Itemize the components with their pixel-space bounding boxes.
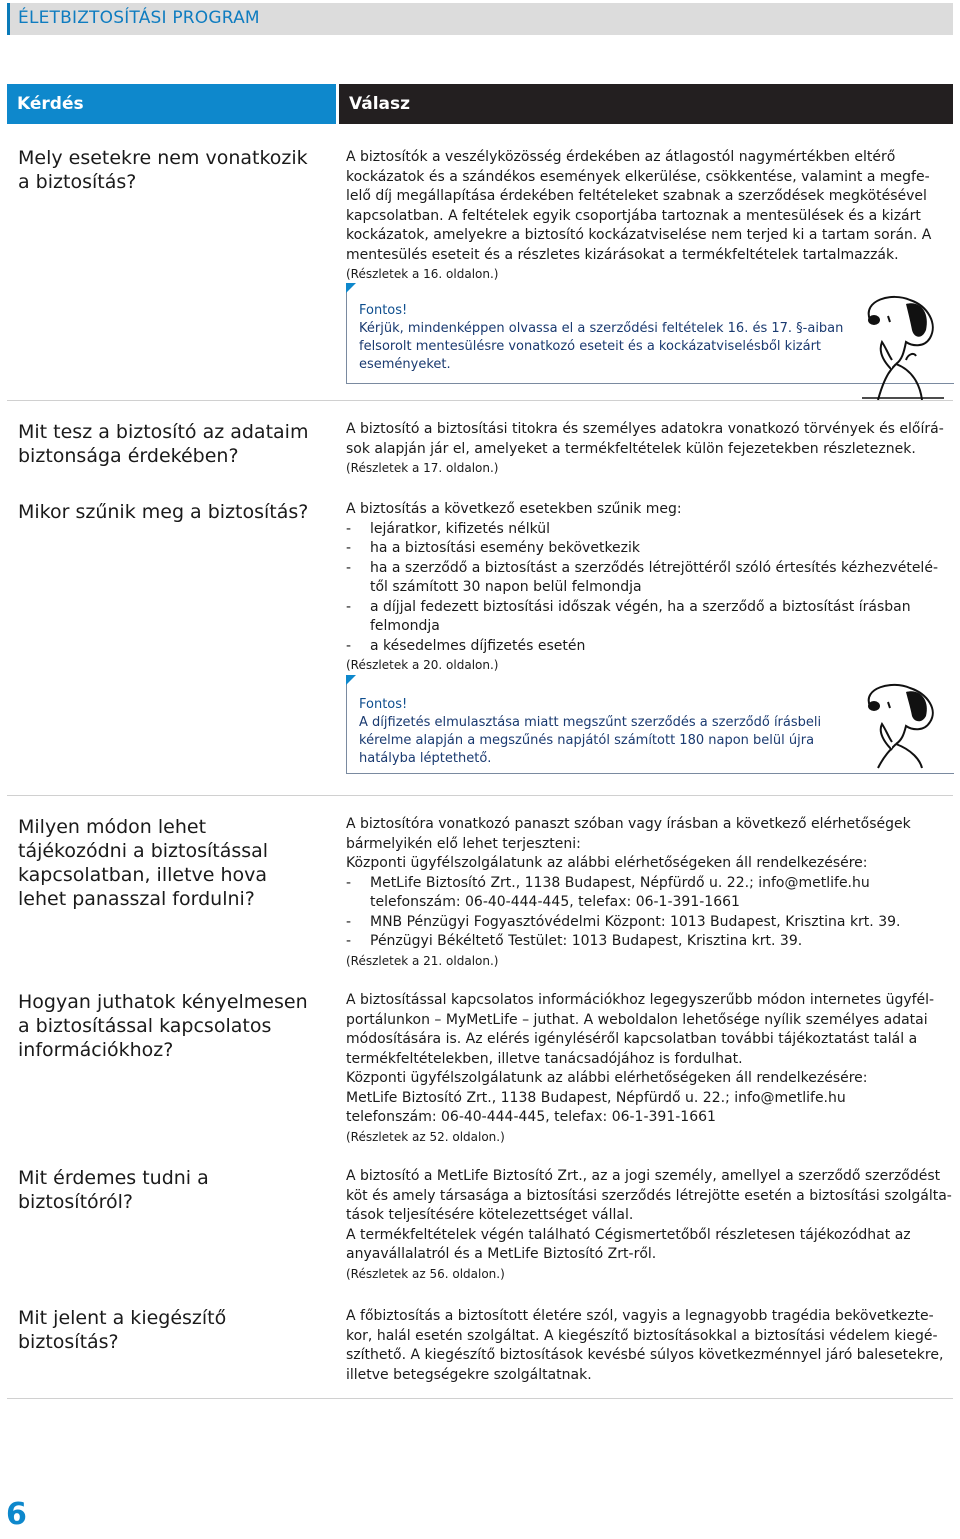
- list-item-continuation: től számított 30 napon belül felmondja: [370, 579, 642, 595]
- answer-line: módosítására is. Az elérés igényléséről kapcsolatban további tájékoztatást talál a: [346, 1031, 918, 1047]
- list-item-text: ha a biztosítási esemény bekövetkezik: [370, 540, 641, 556]
- answer-line: köt és amely társasága a biztosítási szerződés létrejötte esetén a biztosítási szolgálta-: [346, 1187, 952, 1204]
- dash-marker: -: [346, 637, 352, 654]
- notice-line: A díjfizetés elmulasztása miatt megszűnt szerződés a szerződő írásbeli: [359, 715, 822, 730]
- page-reference: (Részletek a 17. oldalon.): [346, 461, 499, 475]
- notice-line: Kérjük, mindenképpen olvassa el a szerződési feltételek 16. és 17. §-aiban: [359, 321, 844, 336]
- notice-text: [359, 320, 843, 374]
- answer-line: termékfeltételekben, illetve tanácsadójához is fordulhat.: [346, 1050, 743, 1067]
- list-item-text: Pénzügyi Békéltető Testület: 1013 Budapest, Krisztina krt. 39.: [370, 933, 803, 949]
- dash-marker: -: [346, 520, 352, 537]
- list-item: [346, 559, 942, 579]
- question-supplementary-insurance: [18, 1306, 328, 1354]
- answer-intro: A biztosítás a következő esetekben szűnik meg:: [346, 501, 682, 517]
- question-line: a biztosítással kapcsolatos: [18, 1015, 272, 1037]
- page-reference: (Részletek a 21. oldalon.): [346, 953, 499, 968]
- answer-exclusions: [346, 148, 942, 285]
- answer-termination: [346, 500, 942, 676]
- question-data-security: [18, 420, 328, 468]
- dash-marker: -: [346, 913, 352, 930]
- answer-line: szíthető. A kiegészítő biztosítások kevésbé súlyos következménnyel járó balesetekre,: [346, 1347, 944, 1363]
- page-number: 6: [6, 1497, 27, 1532]
- dash-marker: -: [346, 540, 352, 556]
- dash-marker: -: [346, 559, 352, 576]
- question-exclusions: [18, 146, 328, 194]
- question-line: Mely esetekre nem vonatkozik: [18, 147, 308, 169]
- answer-line: A biztosítással kapcsolatos információkhoz legegyszerűbb módon internetes ügyfél-: [346, 992, 935, 1008]
- question-line: Mit tesz a biztosító az adataim: [18, 421, 309, 443]
- answer-line: kockázatok, amelyekre a biztosító kockázatviselése nem terjed ki a tartam során. A: [346, 227, 932, 243]
- section-divider: [7, 400, 953, 401]
- answer-data-security: [346, 420, 942, 479]
- answer-line: lelő díj megállapítása érdekében feltételeket szabnak a szerződések megkötésével: [346, 188, 927, 204]
- dash-marker: -: [346, 598, 352, 615]
- question-line: Mikor szűnik meg a biztosítás?: [18, 501, 309, 523]
- question-line: tájékozódni a biztosítással: [18, 840, 269, 862]
- list-item: [346, 637, 942, 657]
- answer-line: tások teljesítésére kötelezettséget vállal.: [346, 1207, 634, 1223]
- list-item-continuation: telefonszám: 06-40-444-445, telefax: 06-1-391-1661: [370, 894, 740, 910]
- question-line: biztosítás?: [18, 1331, 119, 1353]
- list-item: [346, 913, 942, 933]
- answer-line: bármelyikén elő lehet terjeszteni:: [346, 835, 581, 852]
- list-item: [346, 932, 942, 952]
- answer-column-header: [339, 84, 953, 124]
- question-line: Milyen módon lehet: [18, 816, 207, 838]
- answer-line: kor, halál esetén szolgáltat. A kiegészítő biztosításokkal a biztosítási védelem kiegé-: [346, 1327, 938, 1344]
- question-line: biztonsága érdekében?: [18, 445, 239, 467]
- section-divider: [7, 795, 953, 796]
- question-line: Mit jelent a kiegészítő: [18, 1307, 227, 1329]
- answer-line: A biztosítók a veszélyközösség érdekében az átlagostól nagymértékben eltérő: [346, 149, 896, 165]
- question-line: Hogyan juthatok kényelmesen: [18, 991, 308, 1013]
- answer-line: A termékfeltételek végén található Cégismertetőből részletesen tájékozódhat az: [346, 1226, 911, 1243]
- page-reference: (Részletek a 16. oldalon.): [346, 267, 499, 281]
- dash-marker: -: [346, 933, 352, 949]
- answer-line: A biztosító a MetLife Biztosító Zrt., az a jogi személy, amellyel a szerződő szerződést: [346, 1168, 941, 1184]
- dash-marker: -: [346, 874, 352, 891]
- snoopy-illustration-icon: [832, 290, 950, 402]
- question-line: biztosítóról?: [18, 1191, 134, 1213]
- question-line: lehet panasszal fordulni?: [18, 888, 255, 910]
- question-line: a biztosítás?: [18, 171, 137, 193]
- list-item-text: lejáratkor, kifizetés nélkül: [370, 520, 551, 537]
- question-about-insurer: [18, 1166, 328, 1214]
- list-item-text: ha a szerződő a biztosítást a szerződés létrejöttéről szóló értesítés kézhezvételé-: [370, 559, 938, 576]
- question-line: Mit érdemes tudni a: [18, 1167, 209, 1189]
- answer-line: Központi ügyfélszolgálatunk az alábbi elérhetőségeken áll rendelkezésére:: [346, 1070, 868, 1086]
- answer-line: telefonszám: 06-40-444-445, telefax: 06-1-391-1661: [346, 1109, 716, 1125]
- answer-line: anyavállalatról és a MetLife Biztosító Zrt-ről.: [346, 1246, 657, 1262]
- notice-title: Fontos!: [359, 697, 408, 712]
- notice-line: felsorolt mentesülésre vonatkozó eseteit és a kockázatviselésből kizárt: [359, 339, 822, 354]
- list-item-text: MetLife Biztosító Zrt., 1138 Budapest, Népfürdő u. 22.; info@metlife.hu: [370, 874, 870, 891]
- answer-header-label: Válasz: [349, 94, 411, 114]
- program-title: ÉLETBIZTOSÍTÁSI PROGRAM: [18, 8, 260, 28]
- answer-line: sok alapján jár el, amelyeket a termékfeltételek külön fejezetekben részleteznek.: [346, 440, 916, 457]
- question-termination: [18, 500, 328, 524]
- answer-line: A biztosítóra vonatkozó panaszt szóban vagy írásban a következő elérhetőségek: [346, 816, 911, 832]
- answer-line: A főbiztosítás a biztosított életére szól, vagyis a legnagyobb tragédia bekövetkezte-: [346, 1308, 934, 1324]
- list-item-text: a díjjal fedezett biztosítási időszak végén, ha a szerződő a biztosítást írásban: [370, 598, 911, 615]
- page-reference: (Részletek a 20. oldalon.): [346, 658, 499, 672]
- program-title-bar: [7, 3, 953, 35]
- page-reference: (Részletek az 52. oldalon.): [346, 1129, 505, 1144]
- answer-line: illetve betegségekre szolgáltatnak.: [346, 1366, 592, 1383]
- list-item: [346, 598, 942, 618]
- notice-corner-marker: [346, 675, 356, 685]
- question-complaints: [18, 815, 328, 911]
- page-reference: (Részletek az 56. oldalon.): [346, 1266, 505, 1281]
- answer-line: kapcsolatban. A feltételek egyik csoportjába tartoznak a mentesülések és a kizárt: [346, 207, 921, 224]
- notice-line: hatályba léptethető.: [359, 751, 492, 766]
- list-item-continuation: felmondja: [370, 618, 440, 634]
- list-item: [346, 520, 942, 540]
- question-column-header: [7, 84, 336, 124]
- notice-corner-marker: [346, 283, 356, 293]
- answer-information-access: [346, 991, 942, 1147]
- list-item: [346, 539, 942, 559]
- notice-line: kérelme alapján a megszűnés napjától számított 180 napon belül újra: [359, 733, 815, 748]
- notice-title: Fontos!: [359, 303, 408, 318]
- answer-about-insurer: [346, 1167, 952, 1284]
- question-line: kapcsolatban, illetve hova: [18, 864, 268, 886]
- snoopy-illustration-icon: [832, 680, 950, 770]
- question-line: információkhoz?: [18, 1039, 174, 1061]
- list-item-text: a késedelmes díjfizetés esetén: [370, 637, 586, 654]
- answer-line: MetLife Biztosító Zrt., 1138 Budapest, Népfürdő u. 22.; info@metlife.hu: [346, 1089, 846, 1106]
- list-item: [346, 874, 942, 894]
- list-item-text: MNB Pénzügyi Fogyasztóvédelmi Központ: 1013 Budapest, Krisztina krt. 39.: [370, 913, 901, 930]
- section-divider: [7, 1398, 953, 1399]
- answer-complaints: [346, 815, 942, 971]
- answer-line: portálunkon – MyMetLife – juthat. A weboldalon lehetősége nyílik személyes adatai: [346, 1011, 928, 1028]
- answer-line: mentesülés eseteit és a részletes kizárásokat a termékfeltételek tartalmazzák.: [346, 246, 899, 263]
- notice-line: eseményeket.: [359, 357, 451, 372]
- answer-line: Központi ügyfélszolgálatunk az alábbi elérhetőségeken áll rendelkezésére:: [346, 855, 868, 871]
- answer-line: A biztosító a biztosítási titokra és személyes adatokra vonatkozó törvények és előírá-: [346, 421, 944, 437]
- answer-line: kockázatok és a szándékos események elkerülése, csökkentése, valamint a megfe-: [346, 168, 930, 185]
- question-header-label: Kérdés: [17, 94, 84, 114]
- answer-supplementary-insurance: [346, 1307, 942, 1385]
- notice-text: [359, 714, 821, 768]
- question-information-access: [18, 990, 328, 1062]
